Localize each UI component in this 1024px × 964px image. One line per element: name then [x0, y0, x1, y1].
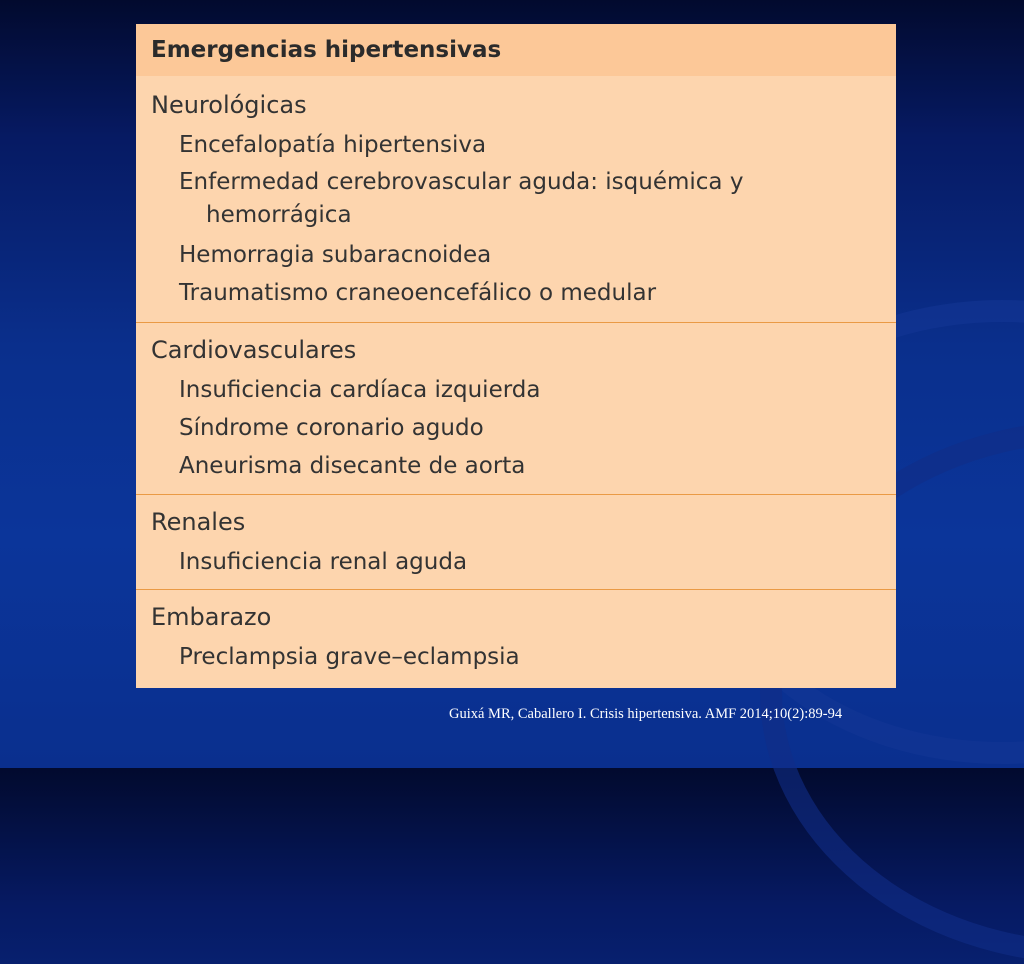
section-renales: [136, 494, 896, 589]
list-item: Insuficiencia cardíaca izquierda: [179, 377, 541, 403]
list-item: Insuficiencia renal aguda: [179, 549, 468, 575]
section-cardiovasculares: [136, 322, 896, 494]
list-item: Síndrome coronario agudo: [179, 415, 484, 441]
emergencies-table: [136, 24, 896, 688]
list-item: Hemorragia subaracnoidea: [179, 242, 492, 268]
list-item: Preclampsia grave–eclampsia: [179, 644, 520, 670]
citation: Guixá MR, Caballero I. Crisis hipertensiva. AMF 2014;10(2):89-94: [449, 706, 843, 722]
list-item: Encefalopatía hipertensiva: [179, 132, 487, 158]
section-embarazo: [136, 589, 896, 682]
category-label: Embarazo: [151, 603, 272, 631]
category-label: Neurológicas: [151, 91, 307, 119]
category-label: Cardiovasculares: [151, 336, 357, 364]
list-item: Traumatismo craneoencefálico o medular: [179, 280, 657, 306]
category-label: Renales: [151, 508, 246, 536]
list-item: Enfermedad cerebrovascular aguda: isquémica y hemorrágica: [179, 169, 744, 228]
table-title: Emergencias hipertensivas: [136, 24, 896, 76]
section-neurologicas: [136, 76, 896, 322]
list-item: Aneurisma disecante de aorta: [179, 453, 526, 479]
